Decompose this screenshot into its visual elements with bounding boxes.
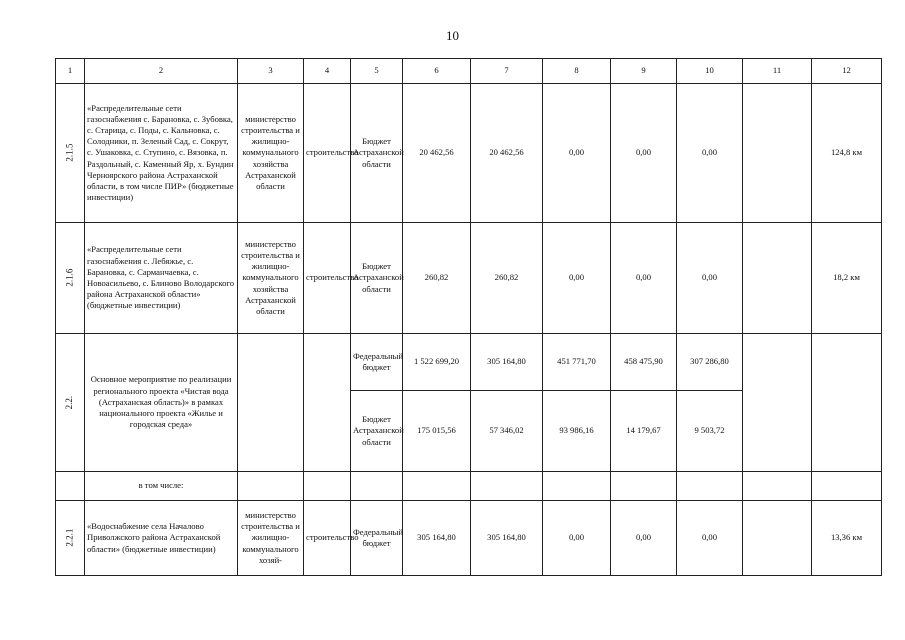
header-cell: 3 (238, 59, 304, 84)
table-row (56, 334, 882, 391)
table-row (56, 472, 882, 501)
header-cell: 8 (543, 59, 611, 84)
including-label: в том числе: (85, 472, 238, 501)
header-cell: 4 (304, 59, 351, 84)
table-row (56, 84, 882, 223)
executor: министерство строительства и жилищно-коммунального хозяйства Астраханской области (238, 84, 304, 223)
header-cell: 12 (812, 59, 882, 84)
value-cell: 0,00 (677, 223, 743, 334)
funding-source: Бюджет Астраханской области (351, 84, 403, 223)
header-cell: 2 (85, 59, 238, 84)
value-cell: 0,00 (543, 223, 611, 334)
row-number: 2.1.5 (56, 84, 85, 223)
header-cell: 6 (403, 59, 471, 84)
funding-source: Бюджет Астраханской области (351, 391, 403, 472)
header-cell: 11 (743, 59, 812, 84)
row-number (56, 472, 85, 501)
measure-name: «Распределительные сети газоснабжения с. Лебяжье, с. Барановка, с. Сарманчаевка, с. Новоасильево, с. Блиново Володарского района Астраханской области» (бюджетные инвестиции) (85, 223, 238, 334)
indicator-cell (812, 334, 882, 472)
page-number: 10 (446, 28, 459, 43)
header-row (56, 59, 882, 84)
value-cell: 0,00 (677, 501, 743, 576)
funding-source: Бюджет Астраханской области (351, 223, 403, 334)
value-cell: 458 475,90 (611, 334, 677, 391)
row-number: 2.2.1 (56, 501, 85, 576)
value-cell: 9 503,72 (677, 391, 743, 472)
table-row (56, 501, 882, 576)
value-cell: 175 015,56 (403, 391, 471, 472)
funding-source: Федеральный бюджет (351, 334, 403, 391)
program-table (55, 58, 882, 576)
value-cell: 0,00 (543, 84, 611, 223)
value-cell: 451 771,70 (543, 334, 611, 391)
indicator-cell: 124,8 км (812, 84, 882, 223)
value-cell: 307 286,80 (677, 334, 743, 391)
value-cell: 0,00 (543, 501, 611, 576)
value-cell: 20 462,56 (403, 84, 471, 223)
executor (238, 334, 304, 472)
value-cell (743, 223, 812, 334)
header-cell: 7 (471, 59, 543, 84)
value-cell (743, 501, 812, 576)
header-cell: 9 (611, 59, 677, 84)
value-cell: 93 986,16 (543, 391, 611, 472)
value-cell: 0,00 (611, 501, 677, 576)
value-cell (743, 84, 812, 223)
value-cell: 260,82 (403, 223, 471, 334)
value-cell: 260,82 (471, 223, 543, 334)
row-number: 2.2. (56, 334, 85, 472)
value-cell: 0,00 (611, 84, 677, 223)
value-cell: 305 164,80 (471, 501, 543, 576)
measure-name: «Распределительные сети газоснабжения с. Барановка, с. Зубовка, с. Старица, с. Поды, с. Кальновка, с. Солодники, п. Зеленый Сад, с. Сокрут, с. Ушаковка, с. Ступино, с. Вязовка, п. Раздольный, с. Каменный Яр, х. Бундин Черноярского района Астраханской области, в том числе ПИР» (бюджетные инвестиции) (85, 84, 238, 223)
header-cell: 5 (351, 59, 403, 84)
value-cell: 305 164,80 (471, 334, 543, 391)
value-cell: 305 164,80 (403, 501, 471, 576)
value-cell: 0,00 (611, 223, 677, 334)
value-cell: 57 346,02 (471, 391, 543, 472)
indicator-cell: 18,2 км (812, 223, 882, 334)
work-type: строительство (304, 501, 351, 576)
value-cell: 14 179,67 (611, 391, 677, 472)
work-type (304, 334, 351, 472)
table-row (56, 223, 882, 334)
indicator-cell: 13,36 км (812, 501, 882, 576)
row-number: 2.1.6 (56, 223, 85, 334)
work-type: строительство (304, 223, 351, 334)
executor: министерство строительства и жилищно-коммунального хозяй- (238, 501, 304, 576)
value-cell (743, 334, 812, 472)
header-cell: 10 (677, 59, 743, 84)
value-cell: 20 462,56 (471, 84, 543, 223)
measure-name: «Водоснабжение села Началово Приволжского района Астраханской области» (бюджетные инвестиции) (85, 501, 238, 576)
funding-source: Федеральный бюджет (351, 501, 403, 576)
value-cell: 0,00 (677, 84, 743, 223)
executor: министерство строительства и жилищно-коммунального хозяйства Астраханской области (238, 223, 304, 334)
measure-name: Основное мероприятие по реализации регионального проекта «Чистая вода (Астраханская область)» в рамках национального проекта «Жилье и городская среда» (85, 334, 238, 472)
work-type: строительство (304, 84, 351, 223)
value-cell: 1 522 699,20 (403, 334, 471, 391)
header-cell: 1 (56, 59, 85, 84)
